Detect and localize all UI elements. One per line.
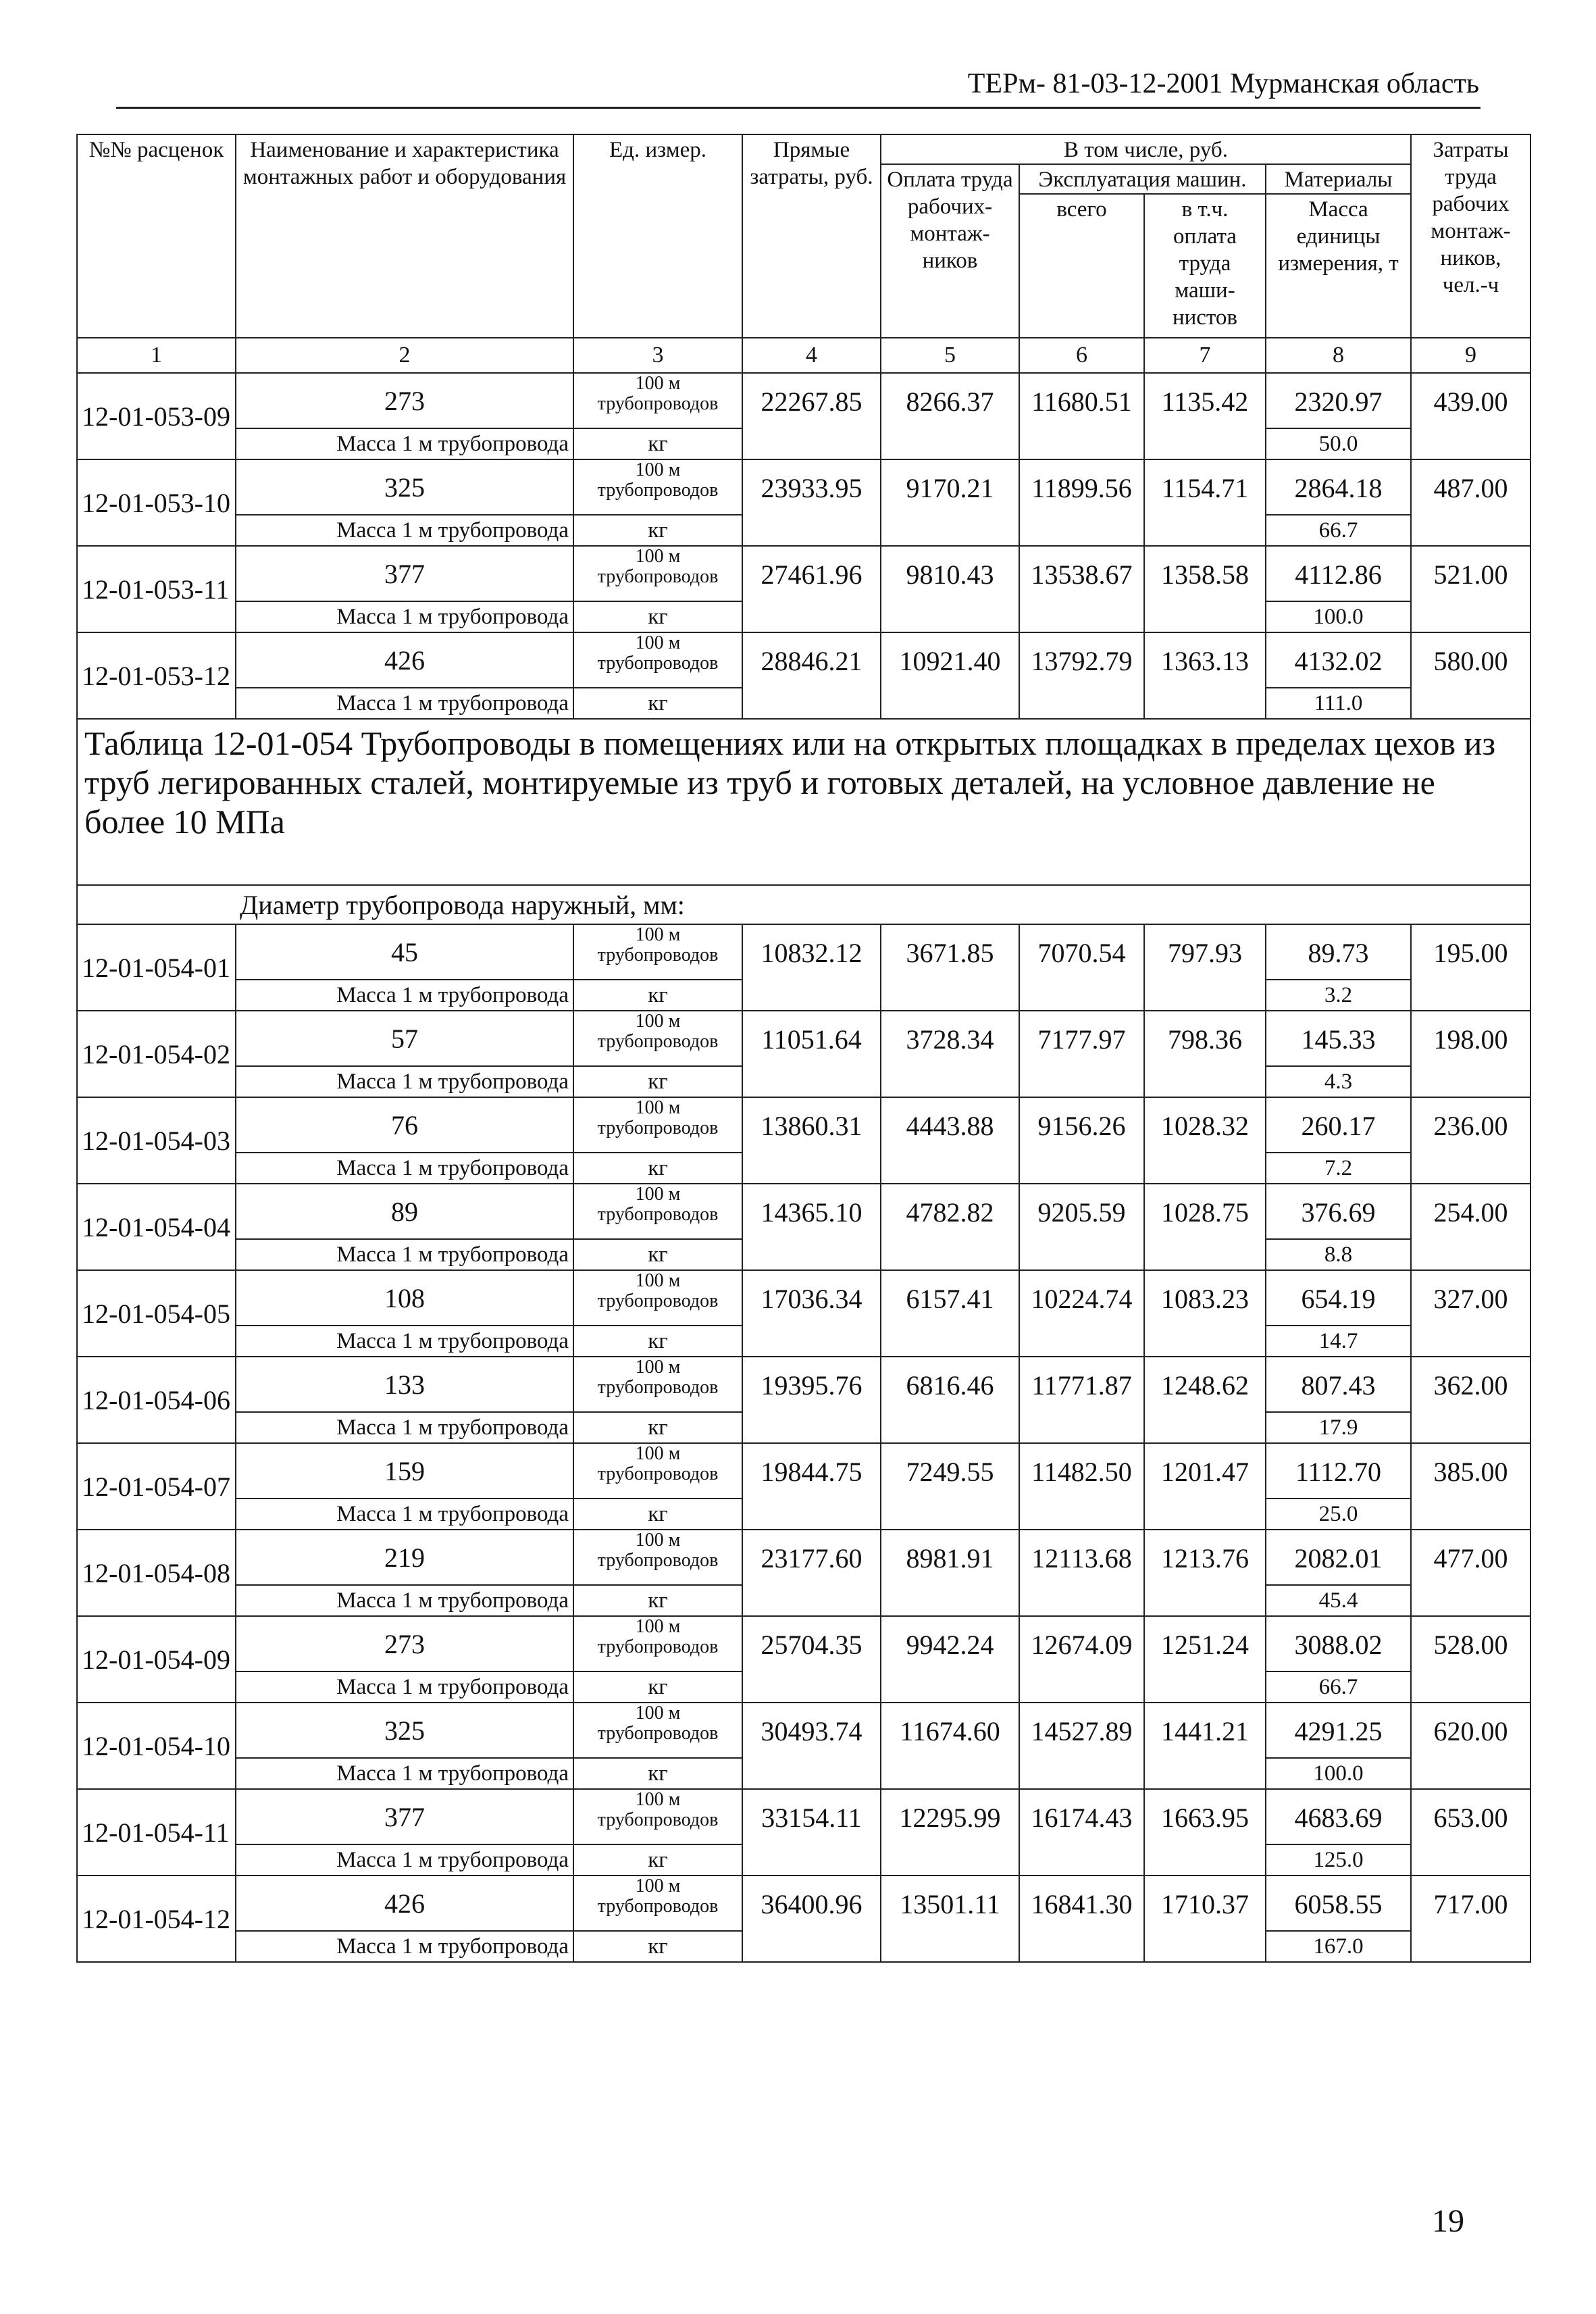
materials-cost: 3088.02 [1266, 1616, 1411, 1671]
unit-of-measure: 100 м трубопроводов [573, 632, 742, 688]
pipe-diameter: 377 [236, 1789, 573, 1844]
header-rule [116, 107, 1481, 109]
col-code-header: №№ расценок [77, 134, 236, 338]
mass-unit: кг [573, 980, 742, 1011]
document-header: ТЕРм- 81-03-12-2001 Мурманская область [967, 68, 1479, 99]
mass-label: Масса 1 м трубопровода [236, 1499, 573, 1530]
col-number: 8 [1266, 338, 1411, 373]
materials-cost: 4112.86 [1266, 546, 1411, 601]
mass-label: Масса 1 м трубопровода [236, 515, 573, 546]
mass-per-meter: 66.7 [1266, 1671, 1411, 1703]
mass-unit: кг [573, 1844, 742, 1876]
mass-label: Масса 1 м трубопровода [236, 1585, 573, 1616]
mass-per-meter: 111.0 [1266, 688, 1411, 719]
labor-hours: 362.00 [1411, 1357, 1530, 1443]
rate-code: 12-01-054-07 [77, 1443, 236, 1530]
machinists-pay: 1028.75 [1144, 1184, 1266, 1270]
mass-unit: кг [573, 1153, 742, 1184]
diameter-label: Диаметр трубопровода наружный, мм: [236, 885, 1530, 924]
rate-code: 12-01-053-09 [77, 373, 236, 459]
mass-label: Масса 1 м трубопровода [236, 428, 573, 459]
pipe-diameter: 76 [236, 1097, 573, 1153]
machinists-pay: 1028.32 [1144, 1097, 1266, 1184]
mass-per-meter: 3.2 [1266, 980, 1411, 1011]
direct-costs: 14365.10 [742, 1184, 881, 1270]
mass-per-meter: 66.7 [1266, 515, 1411, 546]
labor-hours: 195.00 [1411, 924, 1530, 1011]
unit-of-measure: 100 м трубопроводов [573, 1270, 742, 1326]
pipe-diameter: 273 [236, 1616, 573, 1671]
direct-costs: 19395.76 [742, 1357, 881, 1443]
table-row [77, 1789, 1530, 1844]
col-pay-header: Оплата труда рабочих-монтаж-ников [881, 164, 1019, 338]
machines-total: 11899.56 [1019, 459, 1144, 546]
mass-unit: кг [573, 601, 742, 632]
machinists-pay: 1248.62 [1144, 1357, 1266, 1443]
machinists-pay: 1083.23 [1144, 1270, 1266, 1357]
mass-per-meter: 7.2 [1266, 1153, 1411, 1184]
rate-code: 12-01-054-12 [77, 1876, 236, 1962]
materials-cost: 1112.70 [1266, 1443, 1411, 1499]
machines-total: 9205.59 [1019, 1184, 1144, 1270]
labor-hours: 198.00 [1411, 1011, 1530, 1097]
mass-label: Масса 1 м трубопровода [236, 1844, 573, 1876]
mass-label: Масса 1 м трубопровода [236, 1153, 573, 1184]
machines-total: 11680.51 [1019, 373, 1144, 459]
machinists-pay: 1213.76 [1144, 1530, 1266, 1616]
table-row [77, 1443, 1530, 1499]
machinists-pay: 1154.71 [1144, 459, 1266, 546]
direct-costs: 11051.64 [742, 1011, 881, 1097]
labor-pay: 9170.21 [881, 459, 1019, 546]
table-row [77, 1357, 1530, 1412]
table-row [77, 1270, 1530, 1326]
labor-hours: 439.00 [1411, 373, 1530, 459]
rate-code: 12-01-053-10 [77, 459, 236, 546]
unit-of-measure: 100 м трубопроводов [573, 924, 742, 980]
machines-total: 12113.68 [1019, 1530, 1144, 1616]
mass-unit: кг [573, 1499, 742, 1530]
machines-total: 12674.09 [1019, 1616, 1144, 1703]
direct-costs: 19844.75 [742, 1443, 881, 1530]
mass-per-meter: 25.0 [1266, 1499, 1411, 1530]
direct-costs: 23933.95 [742, 459, 881, 546]
pipe-diameter: 426 [236, 632, 573, 688]
col-number: 3 [573, 338, 742, 373]
direct-costs: 10832.12 [742, 924, 881, 1011]
mass-per-meter: 14.7 [1266, 1326, 1411, 1357]
unit-of-measure: 100 м трубопроводов [573, 1616, 742, 1671]
labor-hours: 487.00 [1411, 459, 1530, 546]
mass-unit: кг [573, 1412, 742, 1443]
table-row [77, 1703, 1530, 1758]
table-row [77, 1530, 1530, 1585]
table-row [77, 1616, 1530, 1671]
labor-hours: 717.00 [1411, 1876, 1530, 1962]
machinists-pay: 1441.21 [1144, 1703, 1266, 1789]
unit-of-measure: 100 м трубопроводов [573, 1011, 742, 1066]
col-machines-header: Эксплуатация машин. [1019, 164, 1266, 194]
table-053-rows [77, 373, 1530, 719]
mass-unit: кг [573, 1671, 742, 1703]
col-number: 2 [236, 338, 573, 373]
mass-per-meter: 100.0 [1266, 601, 1411, 632]
table-row [77, 1876, 1530, 1931]
unit-of-measure: 100 м трубопроводов [573, 1703, 742, 1758]
rate-code: 12-01-054-01 [77, 924, 236, 1011]
mass-unit: кг [573, 688, 742, 719]
mass-label: Масса 1 м трубопровода [236, 601, 573, 632]
table-row [77, 924, 1530, 980]
labor-pay: 12295.99 [881, 1789, 1019, 1876]
machines-total: 7070.54 [1019, 924, 1144, 1011]
labor-pay: 11674.60 [881, 1703, 1019, 1789]
labor-hours: 254.00 [1411, 1184, 1530, 1270]
direct-costs: 13860.31 [742, 1097, 881, 1184]
rate-code: 12-01-053-12 [77, 632, 236, 719]
direct-costs: 30493.74 [742, 1703, 881, 1789]
rate-code: 12-01-054-02 [77, 1011, 236, 1097]
machinists-pay: 798.36 [1144, 1011, 1266, 1097]
mass-label: Масса 1 м трубопровода [236, 1758, 573, 1789]
materials-cost: 654.19 [1266, 1270, 1411, 1326]
unit-of-measure: 100 м трубопроводов [573, 1357, 742, 1412]
machines-total: 16841.30 [1019, 1876, 1144, 1962]
labor-pay: 3728.34 [881, 1011, 1019, 1097]
labor-hours: 620.00 [1411, 1703, 1530, 1789]
pipe-diameter: 273 [236, 373, 573, 428]
mass-per-meter: 100.0 [1266, 1758, 1411, 1789]
labor-hours: 327.00 [1411, 1270, 1530, 1357]
mass-label: Масса 1 м трубопровода [236, 1066, 573, 1097]
direct-costs: 28846.21 [742, 632, 881, 719]
labor-hours: 580.00 [1411, 632, 1530, 719]
unit-of-measure: 100 м трубопроводов [573, 1789, 742, 1844]
labor-hours: 477.00 [1411, 1530, 1530, 1616]
machinists-pay: 1710.37 [1144, 1876, 1266, 1962]
materials-cost: 260.17 [1266, 1097, 1411, 1153]
table-title-row [77, 719, 1530, 885]
pipe-diameter: 377 [236, 546, 573, 601]
col-number: 1 [77, 338, 236, 373]
rate-code: 12-01-054-04 [77, 1184, 236, 1270]
materials-cost: 4132.02 [1266, 632, 1411, 688]
pipe-diameter: 108 [236, 1270, 573, 1326]
pipe-diameter: 325 [236, 1703, 573, 1758]
labor-pay: 9810.43 [881, 546, 1019, 632]
diameter-row [77, 885, 1530, 924]
labor-hours: 653.00 [1411, 1789, 1530, 1876]
mass-label: Масса 1 м трубопровода [236, 1326, 573, 1357]
col-name-header: Наименование и характеристика монтажных работ и оборудования [236, 134, 573, 338]
mass-per-meter: 8.8 [1266, 1239, 1411, 1270]
materials-cost: 807.43 [1266, 1357, 1411, 1412]
rate-code: 12-01-054-06 [77, 1357, 236, 1443]
mass-label: Масса 1 м трубопровода [236, 1239, 573, 1270]
col-machines-total-header: всего [1019, 194, 1144, 338]
direct-costs: 23177.60 [742, 1530, 881, 1616]
rate-code: 12-01-054-03 [77, 1097, 236, 1184]
price-table [76, 134, 1531, 1963]
machines-total: 14527.89 [1019, 1703, 1144, 1789]
direct-costs: 36400.96 [742, 1876, 881, 1962]
table-row [77, 1011, 1530, 1066]
materials-cost: 2320.97 [1266, 373, 1411, 428]
rate-code: 12-01-054-10 [77, 1703, 236, 1789]
direct-costs: 27461.96 [742, 546, 881, 632]
table-title: Таблица 12-01-054 Трубопроводы в помещениях или на открытых площадках в пределах цехов из труб легированных сталей, монтируемые из труб и готовых деталей, на условное давление не более 10 МПа [77, 719, 1530, 885]
mass-unit: кг [573, 1585, 742, 1616]
machines-total: 7177.97 [1019, 1011, 1144, 1097]
machinists-pay: 1358.58 [1144, 546, 1266, 632]
mass-unit: кг [573, 1931, 742, 1962]
table-row [77, 373, 1530, 428]
col-number: 9 [1411, 338, 1530, 373]
direct-costs: 25704.35 [742, 1616, 881, 1703]
table-054-rows [77, 924, 1530, 1962]
machines-total: 13792.79 [1019, 632, 1144, 719]
col-unit-header: Ед. измер. [573, 134, 742, 338]
rate-code: 12-01-054-11 [77, 1789, 236, 1876]
direct-costs: 22267.85 [742, 373, 881, 459]
machinists-pay: 797.93 [1144, 924, 1266, 1011]
labor-pay: 10921.40 [881, 632, 1019, 719]
materials-cost: 2082.01 [1266, 1530, 1411, 1585]
col-number: 6 [1019, 338, 1144, 373]
direct-costs: 33154.11 [742, 1789, 881, 1876]
pipe-diameter: 159 [236, 1443, 573, 1499]
diameter-spacer [77, 885, 236, 924]
labor-hours: 385.00 [1411, 1443, 1530, 1530]
labor-pay: 9942.24 [881, 1616, 1019, 1703]
machines-total: 16174.43 [1019, 1789, 1144, 1876]
labor-pay: 13501.11 [881, 1876, 1019, 1962]
unit-of-measure: 100 м трубопроводов [573, 1097, 742, 1153]
pipe-diameter: 133 [236, 1357, 573, 1412]
mass-unit: кг [573, 1758, 742, 1789]
machinists-pay: 1251.24 [1144, 1616, 1266, 1703]
col-hours-header: Затраты труда рабочих монтаж-ников, чел.-ч [1411, 134, 1530, 338]
machinists-pay: 1663.95 [1144, 1789, 1266, 1876]
unit-of-measure: 100 м трубопроводов [573, 1530, 742, 1585]
labor-hours: 521.00 [1411, 546, 1530, 632]
col-direct-header: Прямые затраты, руб. [742, 134, 881, 338]
mass-unit: кг [573, 515, 742, 546]
unit-of-measure: 100 м трубопроводов [573, 1184, 742, 1239]
mass-label: Масса 1 м трубопровода [236, 1671, 573, 1703]
col-materials-header: Материалы [1266, 164, 1411, 194]
table-row [77, 1097, 1530, 1153]
unit-of-measure: 100 м трубопроводов [573, 1443, 742, 1499]
machines-total: 13538.67 [1019, 546, 1144, 632]
rate-code: 12-01-053-11 [77, 546, 236, 632]
mass-label: Масса 1 м трубопровода [236, 688, 573, 719]
mass-label: Масса 1 м трубопровода [236, 1931, 573, 1962]
materials-cost: 89.73 [1266, 924, 1411, 980]
mass-per-meter: 50.0 [1266, 428, 1411, 459]
materials-cost: 4683.69 [1266, 1789, 1411, 1844]
pipe-diameter: 325 [236, 459, 573, 515]
mass-unit: кг [573, 1239, 742, 1270]
machinists-pay: 1201.47 [1144, 1443, 1266, 1530]
mass-per-meter: 167.0 [1266, 1931, 1411, 1962]
col-number: 5 [881, 338, 1019, 373]
labor-hours: 528.00 [1411, 1616, 1530, 1703]
mass-per-meter: 125.0 [1266, 1844, 1411, 1876]
pipe-diameter: 57 [236, 1011, 573, 1066]
machines-total: 10224.74 [1019, 1270, 1144, 1357]
machines-total: 11771.87 [1019, 1357, 1144, 1443]
labor-pay: 6157.41 [881, 1270, 1019, 1357]
column-numbers-row [77, 338, 1530, 373]
labor-pay: 7249.55 [881, 1443, 1019, 1530]
labor-pay: 3671.85 [881, 924, 1019, 1011]
mass-per-meter: 45.4 [1266, 1585, 1411, 1616]
header-row-1 [77, 134, 1530, 164]
pipe-diameter: 89 [236, 1184, 573, 1239]
mass-label: Масса 1 м трубопровода [236, 980, 573, 1011]
rate-code: 12-01-054-09 [77, 1616, 236, 1703]
mass-per-meter: 17.9 [1266, 1412, 1411, 1443]
labor-pay: 4443.88 [881, 1097, 1019, 1184]
materials-cost: 6058.55 [1266, 1876, 1411, 1931]
col-number: 4 [742, 338, 881, 373]
labor-hours: 236.00 [1411, 1097, 1530, 1184]
mass-unit: кг [573, 1326, 742, 1357]
rate-code: 12-01-054-05 [77, 1270, 236, 1357]
unit-of-measure: 100 м трубопроводов [573, 459, 742, 515]
pipe-diameter: 219 [236, 1530, 573, 1585]
table-row [77, 546, 1530, 601]
materials-cost: 376.69 [1266, 1184, 1411, 1239]
machines-total: 11482.50 [1019, 1443, 1144, 1530]
materials-cost: 4291.25 [1266, 1703, 1411, 1758]
pipe-diameter: 426 [236, 1876, 573, 1931]
col-mass-header: Масса единицы измерения, т [1266, 194, 1411, 338]
table-row [77, 1184, 1530, 1239]
unit-of-measure: 100 м трубопроводов [573, 373, 742, 428]
materials-cost: 2864.18 [1266, 459, 1411, 515]
mass-per-meter: 4.3 [1266, 1066, 1411, 1097]
table-row [77, 459, 1530, 515]
labor-pay: 4782.82 [881, 1184, 1019, 1270]
labor-pay: 8981.91 [881, 1530, 1019, 1616]
direct-costs: 17036.34 [742, 1270, 881, 1357]
mass-label: Масса 1 м трубопровода [236, 1412, 573, 1443]
col-number: 7 [1144, 338, 1266, 373]
unit-of-measure: 100 м трубопроводов [573, 1876, 742, 1931]
mass-unit: кг [573, 1066, 742, 1097]
col-incl-header: В том числе, руб. [881, 134, 1411, 164]
machinists-pay: 1135.42 [1144, 373, 1266, 459]
mass-unit: кг [573, 428, 742, 459]
table-row [77, 632, 1530, 688]
materials-cost: 145.33 [1266, 1011, 1411, 1066]
page-number: 19 [1432, 2203, 1464, 2239]
rate-code: 12-01-054-08 [77, 1530, 236, 1616]
machines-total: 9156.26 [1019, 1097, 1144, 1184]
pipe-diameter: 45 [236, 924, 573, 980]
col-machines-pay-header: в т.ч. оплата труда маши-нистов [1144, 194, 1266, 338]
machinists-pay: 1363.13 [1144, 632, 1266, 719]
labor-pay: 8266.37 [881, 373, 1019, 459]
unit-of-measure: 100 м трубопроводов [573, 546, 742, 601]
labor-pay: 6816.46 [881, 1357, 1019, 1443]
